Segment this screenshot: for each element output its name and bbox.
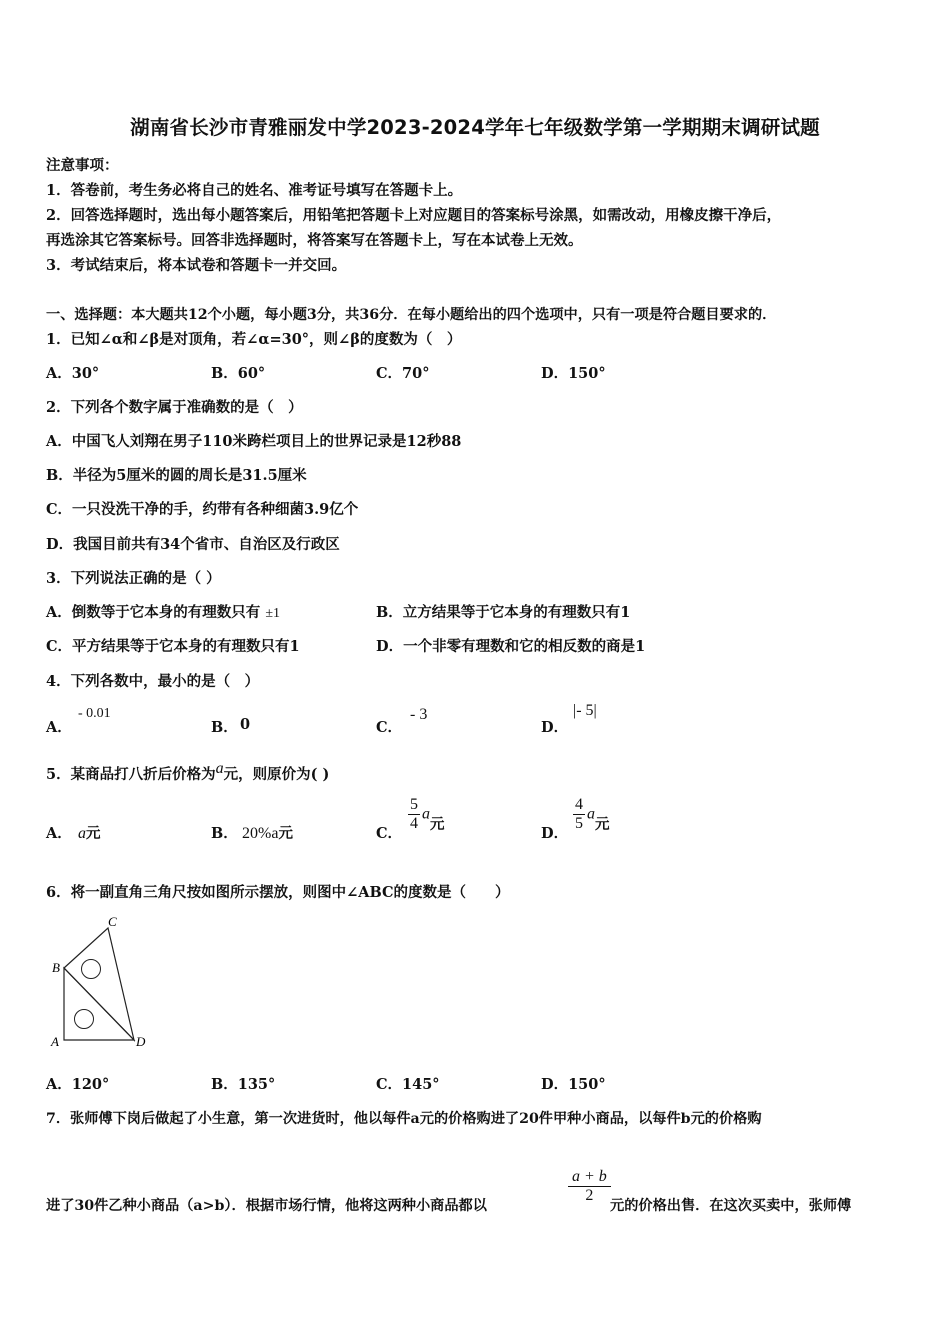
q5-stem-var: a: [215, 760, 224, 777]
fraction-denominator: 5: [575, 815, 583, 832]
triangle-bcd: [64, 928, 134, 1040]
q1-option-d: D．150°: [541, 365, 606, 382]
q5-option-c: [406, 796, 445, 833]
triangle-rulers-figure: [46, 912, 156, 1052]
label-b: B: [52, 960, 60, 975]
q5-option-d-label: D．: [541, 825, 569, 842]
q2-option-c: C．一只没洗干净的手，约带有各种细菌3.9亿个: [46, 501, 359, 518]
q5-option-b-label: B．: [211, 825, 238, 842]
section-heading: 一、选择题：本大题共12个小题，每小题3分，共36分．在每小题给出的四个选项中，只有一项是符合题目要求的．: [46, 307, 777, 323]
q6-option-c: C．145°: [376, 1076, 440, 1093]
notice-item: 3．考试结束后，将本试卷和答题卡一并交回。: [46, 257, 347, 274]
q3-option-a-text: A．倒数等于它本身的有理数只有: [46, 604, 261, 621]
q2-option-b: B．半径为5厘米的圆的周长是31.5厘米: [46, 467, 307, 484]
q4-option-d-label: D．: [541, 719, 569, 736]
q6-option-b: B．135°: [211, 1076, 276, 1093]
question-7-line-2: [46, 1195, 487, 1215]
notice-heading: 注意事项：: [46, 157, 119, 174]
q5-option-d-unit: 元: [595, 815, 610, 833]
question-6-stem: 6．将一副直角三角尺按如图所示摆放，则图中∠ABC的度数是（ ）: [46, 884, 510, 901]
fraction-numerator: 5: [410, 796, 418, 813]
notice-item: 2．回答选择题时，选出每小题答案后，用铅笔把答题卡上对应题目的答案标号涂黑，如需改动，用橡皮擦干净后，: [46, 207, 782, 224]
fraction-denominator: 4: [410, 815, 418, 832]
q3-option-a-math: ±1: [265, 606, 280, 621]
q5-option-c-unit: 元: [430, 815, 445, 833]
q5-option-d-var: a: [587, 805, 595, 823]
q6-option-d: D．150°: [541, 1076, 606, 1093]
q7-line2-pre: 进了30件乙种小商品（a>b）．根据市场行情，他将这两种小商品都以: [46, 1198, 487, 1214]
question-4-stem: 4．下列各数中，最小的是（ ）: [46, 673, 260, 690]
question-2-stem: 2．下列各个数字属于准确数的是（ ）: [46, 399, 303, 416]
notice-item: 1．答卷前，考生务必将自己的姓名、准考证号填写在答题卡上。: [46, 182, 463, 199]
label-c: C: [108, 914, 117, 929]
q1-option-c: C．70°: [376, 365, 430, 382]
q4-option-a-label: A．: [46, 719, 72, 736]
q3-option-d: D．一个非零有理数和它的相反数的商是1: [376, 638, 646, 655]
fraction-denominator: 2: [568, 1186, 611, 1205]
q5-option-d: [571, 796, 610, 833]
triangle-abd: [64, 968, 134, 1040]
q4-option-d-value: |- 5|: [573, 702, 597, 719]
q5-option-a-label: A．: [46, 825, 72, 842]
q4-option-b-value: 0: [240, 716, 251, 733]
q4-option-b-label: B．: [211, 719, 238, 736]
q3-option-c: C．平方结果等于它本身的有理数只有1: [46, 638, 300, 655]
ruler-hole-upper: [82, 960, 101, 979]
q2-option-a: A．中国飞人刘翔在男子110米跨栏项目上的世界记录是12秒88: [46, 433, 462, 450]
question-1-stem: 1．已知∠α和∠β是对顶角，若∠α=30°，则∠β的度数为（ ）: [46, 331, 462, 348]
q3-option-a: [46, 601, 280, 622]
q1-option-a: A．30°: [46, 365, 100, 382]
q1-option-b: B．60°: [211, 365, 266, 382]
q5-option-c-var: a: [422, 805, 430, 823]
q6-option-a: A．120°: [46, 1076, 110, 1093]
q5-stem-post: 元，则原价为( ): [223, 766, 330, 783]
notice-item: 再选涂其它答案标号。回答非选择题时，将答案写在答题卡上，写在本试卷上无效。: [46, 232, 583, 249]
q5-option-c-fraction: [408, 796, 420, 833]
ruler-hole-lower: [75, 1010, 94, 1029]
question-3-stem: 3．下列说法正确的是（ ）: [46, 570, 221, 587]
label-d: D: [136, 1034, 146, 1049]
question-7-line-1: 7．张师傅下岗后做起了小生意，第一次进货时，他以每件a元的价格购进了20件甲种小商品，以每件b元的价格购: [46, 1111, 762, 1127]
q5-option-a: [78, 822, 101, 843]
q4-option-c-value: - 3: [410, 706, 428, 723]
q5-option-a-unit: 元: [86, 825, 101, 842]
q5-option-a-var: a: [78, 825, 86, 842]
q5-option-d-fraction: [573, 796, 585, 833]
q5-option-b: [242, 822, 293, 843]
fraction-numerator: 4: [575, 796, 583, 813]
q5-option-b-unit: 元: [278, 825, 293, 842]
question-5-stem: [46, 760, 330, 784]
q2-option-d: D．我国目前共有34个省市、自治区及行政区: [46, 536, 340, 553]
q7-line2-post: 元的价格出售．在这次买卖中，张师傅: [610, 1198, 852, 1214]
label-a: A: [51, 1034, 59, 1049]
page-title: 湖南省长沙市青雅丽发中学2023-2024学年七年级数学第一学期期末调研试题: [130, 116, 820, 139]
q4-option-a-value: - 0.01: [78, 706, 111, 721]
q3-option-b: B．立方结果等于它本身的有理数只有1: [376, 604, 631, 621]
q7-fraction-body: [568, 1168, 611, 1205]
q5-option-c-label: C．: [376, 825, 403, 842]
fraction-numerator: a + b: [572, 1168, 607, 1185]
q7-fraction: [566, 1168, 613, 1205]
q5-option-b-math: 20%a: [242, 825, 279, 842]
q5-stem-pre: 5．某商品打八折后价格为: [46, 766, 216, 783]
q4-option-c-label: C．: [376, 719, 403, 736]
